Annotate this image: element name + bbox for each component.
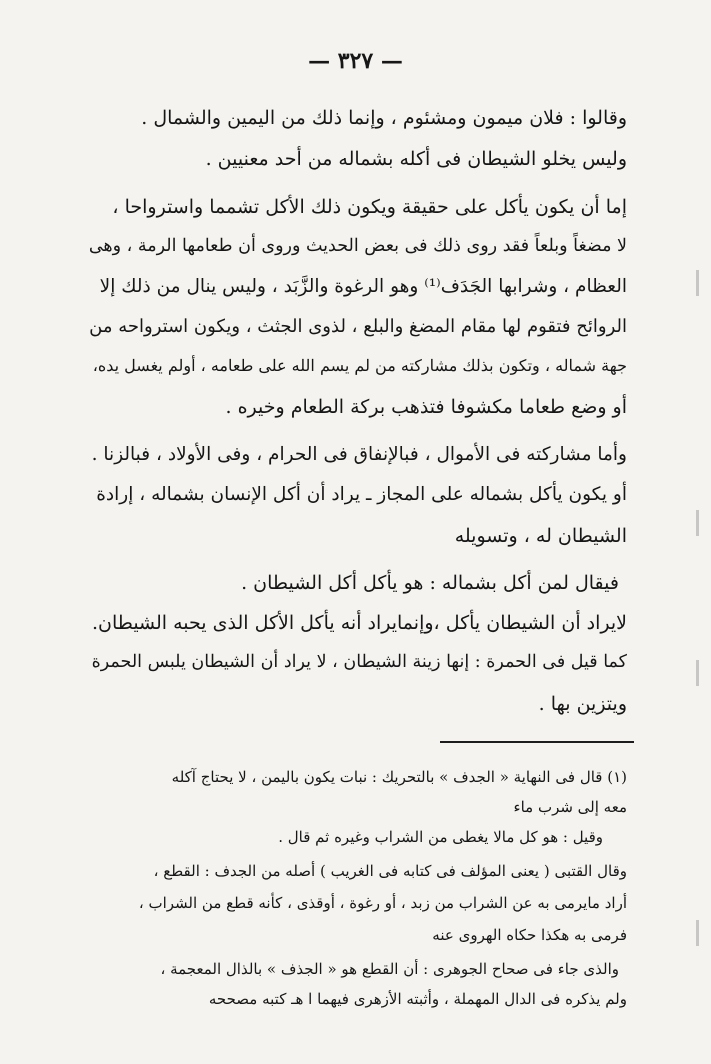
scan-edge-mark <box>696 660 699 686</box>
footnote-line: والذى جاء فى صحاح الجوهرى : أن القطع هو « الجذف » بالذال المعجمة ، <box>160 960 619 978</box>
footnote-line: فرمى به هكذا حكاه الهروى عنه <box>432 926 627 944</box>
scan-edge-mark <box>696 510 699 536</box>
body-line: وقالوا : فلان ميمون ومشئوم ، وإنما ذلك من اليمين والشمال . <box>141 107 627 129</box>
footnote-line: أراد مايرمى به عن الشراب من زبد ، أو رغوة ، أوقذى ، كأنه قطع من الشراب ، <box>138 894 627 912</box>
body-line: فيقال لمن أكل بشماله : هو يأكل أكل الشيطان . <box>241 572 619 594</box>
body-line: الشيطان له ، وتسويله <box>454 525 627 547</box>
body-line: لايراد أن الشيطان يأكل ،وإنمايراد أنه يأكل الأكل الذى يحبه الشيطان. <box>91 612 627 634</box>
footnote-line: وقال القتبى ( يعنى المؤلف فى كتابه فى الغريب ) أصله من الجدف : القطع ، <box>153 862 627 880</box>
body-line: ويتزين بها . <box>538 693 627 715</box>
footnote-line: ولم يذكره فى الدال المهملة ، وأثبته الأزهرى فيهما ا هـ كتبه مصححه <box>208 990 627 1008</box>
scan-edge-mark <box>696 920 699 946</box>
footnote-line: معه إلى شرب ماء <box>513 798 627 816</box>
scan-edge-mark <box>696 270 699 296</box>
footnote-divider <box>440 741 634 743</box>
body-line: العظام ، وشرابها الجَدَف⁽¹⁾ وهو الرغوة والزَّبَد ، وليس ينال من ذلك إلا <box>99 276 627 297</box>
page-number: — ٣٢٧ — <box>308 48 403 74</box>
body-line: وليس يخلو الشيطان فى أكله بشماله من أحد معنيين . <box>205 148 627 170</box>
body-line: إما أن يكون يأكل على حقيقة ويكون ذلك الأكل تشمما واسترواحا ، <box>112 196 627 218</box>
footnote-line: (١) قال فى النهاية « الجدف » بالتحريك : نبات يكون باليمن ، لا يحتاج آكله <box>171 768 627 786</box>
footnote-line: وقيل : هو كل مالا يغطى من الشراب وغيره ثم قال . <box>278 828 603 846</box>
body-line: جهة شماله ، وتكون بذلك مشاركته من لم يسم الله على طعامه ، أولم يغسل يده، <box>92 356 627 375</box>
body-line: وأما مشاركته فى الأموال ، فبالإنفاق فى الحرام ، وفى الأولاد ، فبالزنا . <box>91 444 627 465</box>
body-line: أو يكون يأكل بشماله على المجاز ـ يراد أن أكل الإنسان بشماله ، إرادة <box>96 484 627 505</box>
body-line: لا مضغاً وبلعاً فقد روى ذلك فى بعض الحديث وروى أن طعامها الرمة ، وهى <box>88 236 627 256</box>
body-line: أو وضع طعاما مكشوفا فتذهب بركة الطعام وخيره . <box>225 396 627 418</box>
body-line: كما قيل فى الحمرة : إنها زينة الشيطان ، لا يراد أن الشيطان يلبس الحمرة <box>91 652 627 672</box>
body-line: الروائح فتقوم لها مقام المضغ والبلع ، لذوى الجثث ، ويكون استرواحه من <box>89 316 627 337</box>
